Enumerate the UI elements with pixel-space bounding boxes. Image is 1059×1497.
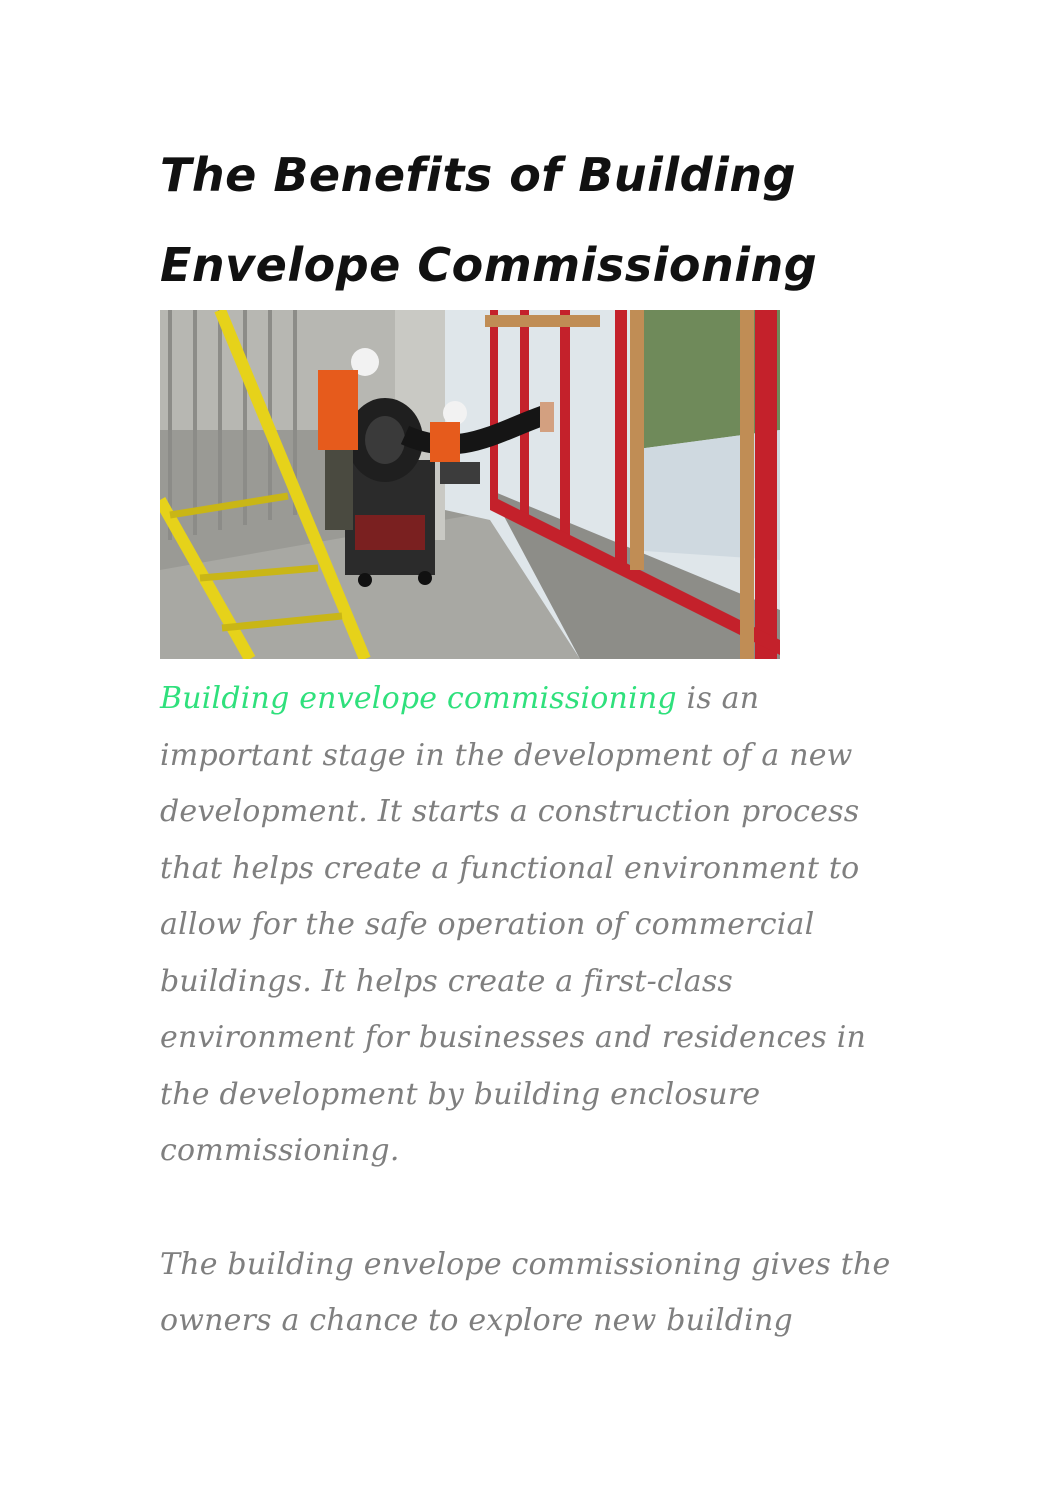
title-line-2: Envelope Commissioning [160,238,818,292]
second-paragraph: The building envelope commissioning gives the owners a chance to explore new building [160,1246,891,1338]
document-page [160,130,920,1350]
title-line-1: The Benefits of Building [160,148,797,202]
building-envelope-commissioning-link[interactable]: Building envelope commissioning [160,681,677,716]
page-title [160,130,920,310]
intro-paragraph [160,671,920,1180]
construction-photo [160,310,780,659]
intro-paragraph-text: is an important stage in the development of a new development. It starts a construction process that helps create a functional environment to allow for the safe operation of commercial buildings. It helps create a first-class environment for businesses and residences in the development by building enclosure commissioning. [160,681,867,1168]
